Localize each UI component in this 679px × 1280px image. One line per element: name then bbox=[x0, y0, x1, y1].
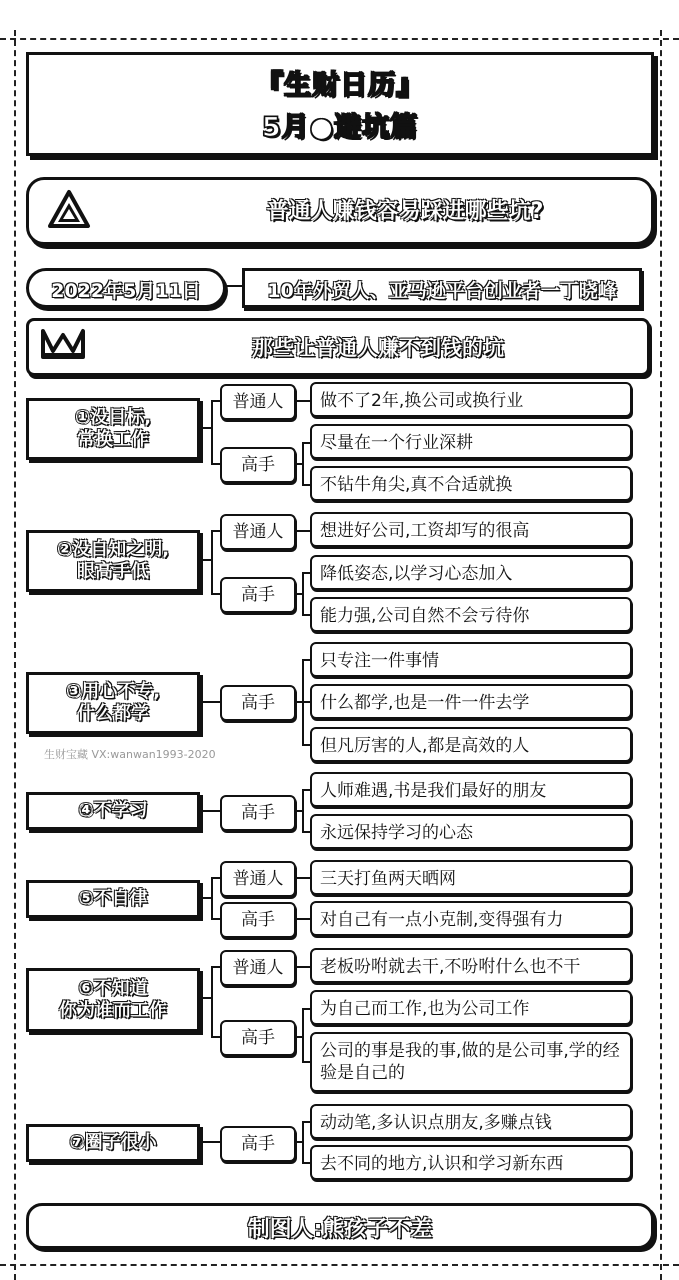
pit-1-expert-role: 高手 bbox=[220, 447, 296, 483]
watermark: 生财宝藏 VX:wanwan1993-2020 bbox=[44, 748, 216, 761]
author-text: 10年外贸人、亚马逊平台创业者一丁晓峰 bbox=[267, 280, 617, 302]
footer-credit: 制图人:熊孩子不差 bbox=[247, 1217, 433, 1242]
section-heading bbox=[26, 318, 650, 376]
pit-1-ordinary-item-1: 做不了2年,换公司或换行业 bbox=[310, 382, 632, 417]
author-box bbox=[242, 268, 642, 308]
pit-1-ordinary-role: 普通人 bbox=[220, 384, 296, 420]
pit-1-expert-item-1: 尽量在一个行业深耕 bbox=[310, 424, 632, 459]
pit-3-expert-item-3: 但凡厉害的人,都是高效的人 bbox=[310, 727, 632, 762]
pit-5-expert-item-1: 对自己有一点小克制,变得强有力 bbox=[310, 901, 632, 936]
date-badge bbox=[26, 268, 226, 308]
pit-4-label: ④不学习 bbox=[26, 792, 200, 830]
pit-3-expert-item-1: 只专注一件事情 bbox=[310, 642, 632, 677]
pit-4-expert-item-1: 人师难遇,书是我们最好的朋友 bbox=[310, 772, 632, 807]
title-line-2: 5月●避坑篇 bbox=[261, 112, 419, 143]
pit-2-expert-item-2: 能力强,公司自然不会亏待你 bbox=[310, 597, 632, 632]
pit-7-expert-item-2: 去不同的地方,认识和学习新东西 bbox=[310, 1145, 632, 1180]
question-text: 普通人赚钱容易踩进哪些坑? bbox=[266, 199, 544, 224]
warning-triangle-icon bbox=[47, 189, 91, 229]
pit-7-expert-item-1: 动动笔,多认识点朋友,多赚点钱 bbox=[310, 1104, 632, 1139]
date-author-connector bbox=[223, 285, 242, 287]
pit-5-expert-role: 高手 bbox=[220, 902, 296, 938]
question-banner bbox=[26, 177, 654, 245]
pit-5-label: ⑤不自律 bbox=[26, 880, 200, 918]
title-line-1: 『生财日历』 bbox=[256, 70, 424, 101]
crown-icon bbox=[39, 327, 87, 363]
pit-5-ordinary-item-1: 三天打鱼两天晒网 bbox=[310, 860, 632, 895]
bottom-dashed-border bbox=[0, 1264, 679, 1266]
pit-3-expert-item-2: 什么都学,也是一件一件去学 bbox=[310, 684, 632, 719]
footer-banner bbox=[26, 1203, 654, 1249]
pit-7-expert-role: 高手 bbox=[220, 1126, 296, 1162]
pit-2-expert-role: 高手 bbox=[220, 577, 296, 613]
pit-4-expert-item-2: 永远保持学习的心态 bbox=[310, 814, 632, 849]
pit-7-label: ⑦圈子很小 bbox=[26, 1124, 200, 1162]
pit-2-expert-item-1: 降低姿态,以学习心态加入 bbox=[310, 555, 632, 590]
right-dashed-border bbox=[660, 30, 662, 1280]
pit-3-expert-role: 高手 bbox=[220, 685, 296, 721]
top-dashed-border bbox=[0, 38, 679, 40]
pit-6-ordinary-role: 普通人 bbox=[220, 950, 296, 986]
pit-6-expert-item-1: 为自己而工作,也为公司工作 bbox=[310, 990, 632, 1025]
pit-6-ordinary-item-1: 老板吩咐就去干,不吩咐什么也不干 bbox=[310, 948, 632, 983]
date-text: 2022年5月11日 bbox=[51, 280, 201, 302]
pit-2-ordinary-item-1: 想进好公司,工资却写的很高 bbox=[310, 512, 632, 547]
pit-3-label: ③用心不专, 什么都学 bbox=[26, 672, 200, 734]
pit-5-ordinary-role: 普通人 bbox=[220, 861, 296, 897]
section-title: 那些让普通人赚不到钱的坑 bbox=[252, 336, 504, 360]
title-banner bbox=[26, 52, 654, 156]
left-dashed-border bbox=[14, 30, 16, 1280]
pit-2-ordinary-role: 普通人 bbox=[220, 514, 296, 550]
pit-2-label: ②没自知之明, 眼高手低 bbox=[26, 530, 200, 592]
pit-6-expert-role: 高手 bbox=[220, 1020, 296, 1056]
pit-6-expert-item-2: 公司的事是我的事,做的是公司事,学的经验是自己的 bbox=[310, 1032, 632, 1092]
pit-1-label: ①没目标, 常换工作 bbox=[26, 398, 200, 460]
pit-1-expert-item-2: 不钻牛角尖,真不合适就换 bbox=[310, 466, 632, 501]
pit-6-label: ⑥不知道 你为谁而工作 bbox=[26, 968, 200, 1032]
pit-4-expert-role: 高手 bbox=[220, 795, 296, 831]
